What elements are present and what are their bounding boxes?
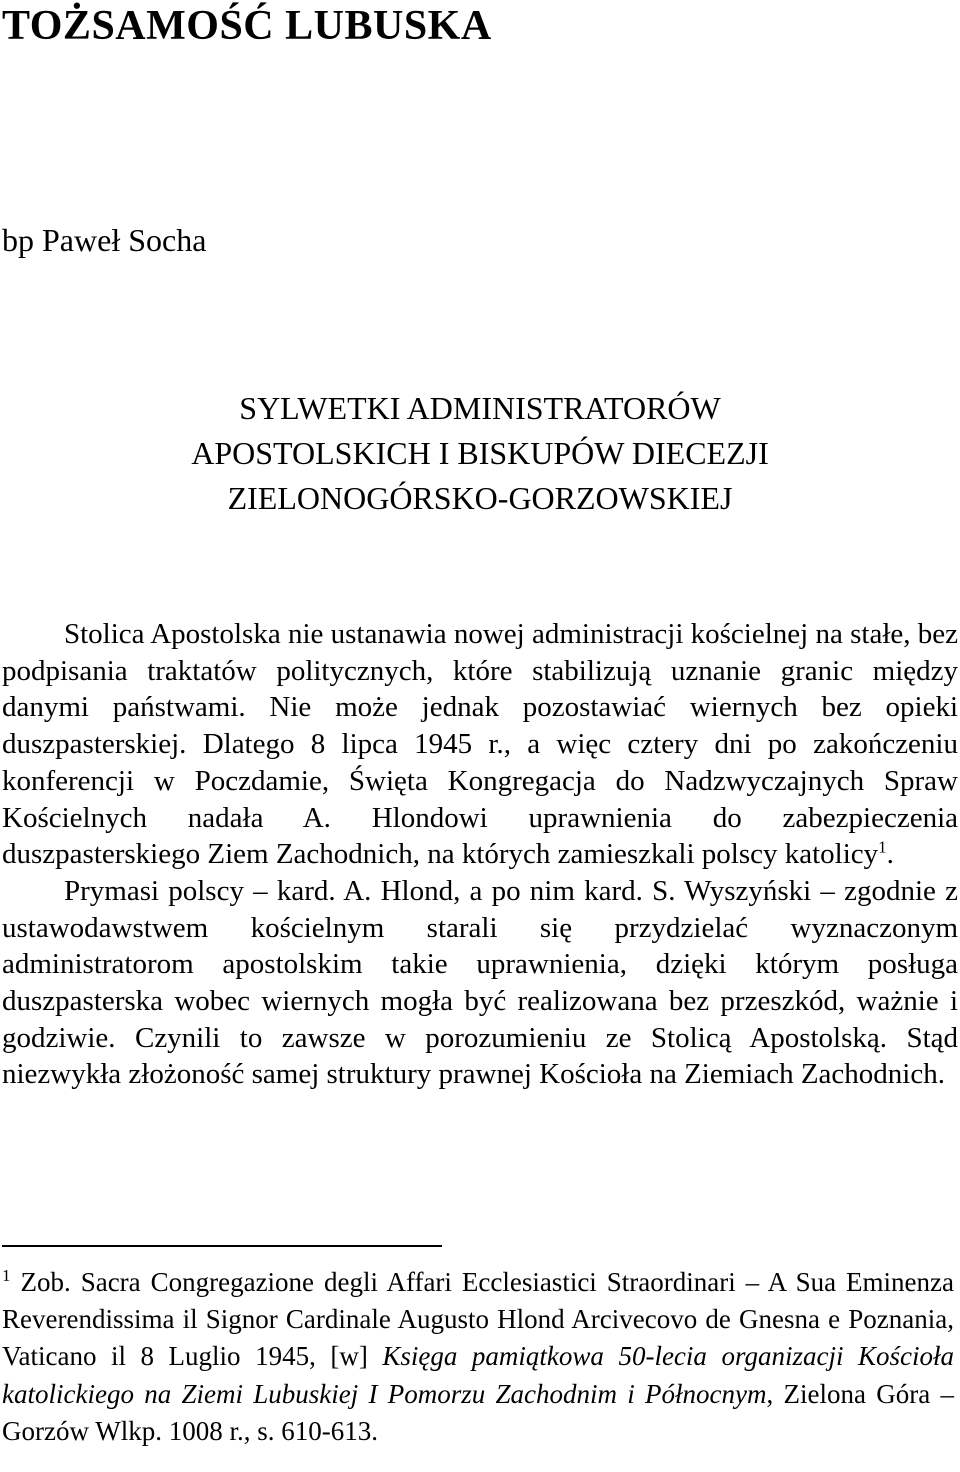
running-head: TOŻSAMOŚĆ LUBUSKA bbox=[2, 3, 492, 49]
footnote-separator bbox=[2, 1245, 442, 1247]
article-title bbox=[0, 386, 960, 521]
paragraph-end-punctuation: . bbox=[886, 838, 894, 871]
footnote bbox=[2, 1264, 954, 1450]
footnote-text: Zob. Sacra Congregazione degli Affari Ecclesiastici Straordinari – A Sua Eminenza Reverendissima il Signor Cardinale Augusto Hlond Arcivecovo de Gnesna e Poznania, Vaticano il 8 Luglio 1945, [w] bbox=[2, 1267, 954, 1372]
article-author: bp Paweł Socha bbox=[2, 222, 207, 258]
body-paragraph bbox=[2, 873, 958, 1093]
paragraph-text: Prymasi polscy – kard. A. Hlond, a po nim kard. S. Wyszyński – zgodnie z ustawodawstwem kościelnym starali się przydzielać wyznaczonym administratorom apostolskim takie uprawnienia, dzięki którym posługa duszpasterska wobec wiernych mogła być realizowana bez przeszkód, ważnie i godziwie. Czynili to zawsze w porozumieniu ze Stolicą Apostolską. Stąd niezwykła złożoność samej struktury prawnej Kościoła na Ziemiach Zachodnich. bbox=[2, 874, 958, 1091]
article-title-line-3: ZIELONOGÓRSKO-GORZOWSKIEJ bbox=[227, 480, 733, 516]
footnote-text-end: , Zielona Góra – Gorzów Wlkp. 1008 r., s. 610-613. bbox=[2, 1378, 954, 1446]
paragraph-text: Stolica Apostolska nie ustanawia nowej administracji kościelnej na stałe, bez podpisania traktatów politycznych, które stabilizują uznanie granic między danymi państwami. Nie może jednak pozostawiać wiernych bez opieki duszpasterskiej. Dlatego 8 lipca 1945 r., a więc cztery dni po zakończeniu konferencji w Poczdamie, Święta Kongregacja do Nadzwyczajnych Spraw Kościelnych nadała A. Hlondowi uprawnienia do zabezpieczenia duszpasterskiego Ziem Zachodnich, na których zamieszkali polscy katolicy bbox=[2, 618, 958, 871]
body-paragraph bbox=[2, 616, 958, 873]
footnote-reference[interactable]: 1 bbox=[878, 837, 887, 857]
article-title-line-2: APOSTOLSKICH I BISKUPÓW DIECEZJI bbox=[191, 435, 769, 471]
footnotes-section bbox=[2, 1264, 954, 1450]
article-body bbox=[2, 616, 958, 1093]
article-title-line-1: SYLWETKI ADMINISTRATORÓW bbox=[239, 390, 721, 426]
footnote-number: 1 bbox=[2, 1266, 11, 1285]
footnote-italic-title: Księga pamiątkowa 50-lecia organizacji Kościoła katolickiego na Ziemi Lubuskiej I Pomorzu Zachodnim i Północnym bbox=[2, 1341, 954, 1409]
